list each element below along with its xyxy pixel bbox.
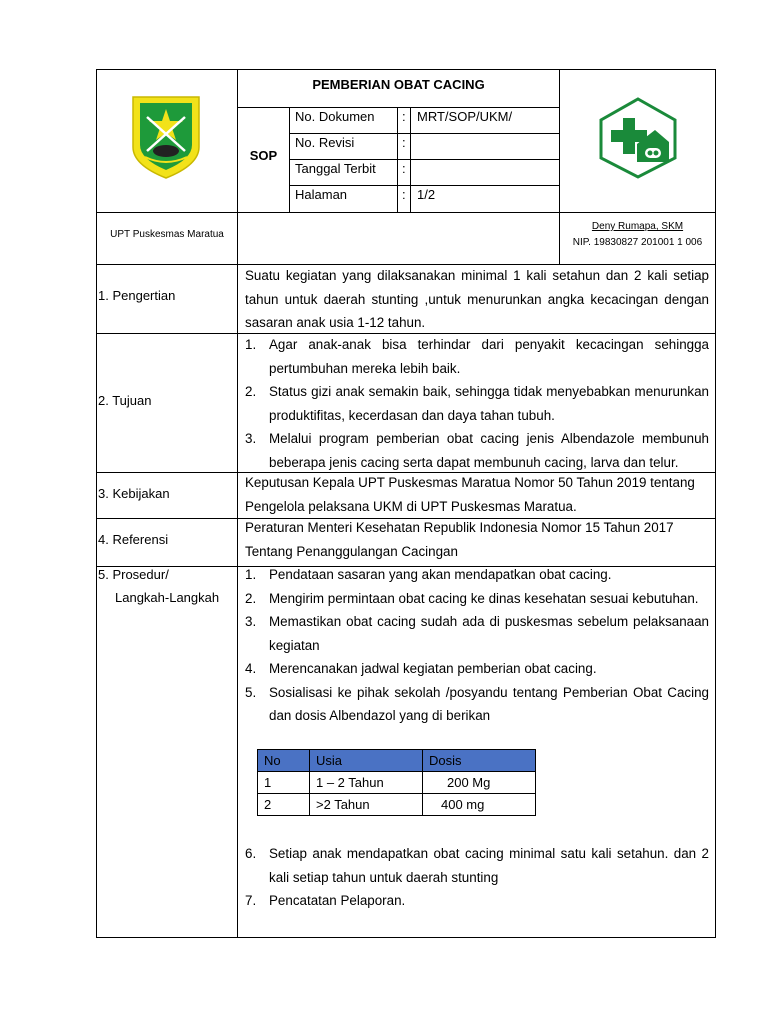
table-header-usia: Usia xyxy=(310,750,423,772)
list-item: 1. Agar anak-anak bisa terhindar dari penyakit kecacingan sehingga pertumbuhan mereka lebih baik. xyxy=(245,337,709,376)
prosedur-list-b xyxy=(245,842,709,913)
section-text-referensi: Peraturan Menteri Kesehatan Republik Indonesia Nomor 15 Tahun 2017 Tentang Penanggulangan Cacingan xyxy=(245,520,674,559)
table-row xyxy=(258,772,536,794)
field-sep: : xyxy=(402,187,406,202)
kabupaten-berau-emblem-icon xyxy=(131,95,201,180)
section-label-langkah: Langkah-Langkah xyxy=(115,590,220,605)
table-cell: 1 – 2 Tahun xyxy=(310,772,423,794)
section-text-kebijakan: Keputusan Kepala UPT Puskesmas Maratua Nomor 50 Tahun 2019 tentang Pengelola pelaksana UKM di UPT Puskesmas Maratua. xyxy=(245,475,695,514)
list-item: 7. Pencatatan Pelaporan. xyxy=(245,893,406,908)
puskesmas-logo-icon xyxy=(597,96,679,180)
section-label-prosedur: 5. Prosedur/ xyxy=(98,567,169,582)
list-item: 2. Status gizi anak semakin baik, sehingga tidak menyebabkan menurunkan produktifitas, kecerdasan dan daya tahan tubuh. xyxy=(245,384,709,423)
signer-nip: NIP. 19830827 201001 1 006 xyxy=(572,237,703,248)
tujuan-list xyxy=(245,333,709,474)
table-cell: 1 xyxy=(258,772,310,794)
signer-name: Deny Rumapa, SKM xyxy=(591,221,684,232)
document-title: PEMBERIAN OBAT CACING xyxy=(312,77,485,92)
table-cell: >2 Tahun xyxy=(310,794,423,816)
org-name: UPT Puskesmas Maratua xyxy=(110,229,224,240)
field-value-halaman: 1/2 xyxy=(417,187,436,202)
field-sep: : xyxy=(402,109,406,124)
section-text-pengertian: Suatu kegiatan yang dilaksanakan minimal 1 kali setahun dan 2 kali setiap tahun untuk daerah stunting ,untuk menurunkan angka kecacingan dengan sasaran anak usia 1-12 tahun. xyxy=(245,268,709,330)
list-item: 6. Setiap anak mendapatkan obat cacing minimal satu kali setahun. dan 2 kali setiap tahun untuk daerah stunting xyxy=(245,846,709,885)
table-header-row xyxy=(258,750,536,772)
sop-label: SOP xyxy=(249,148,278,163)
field-label-halaman: Halaman xyxy=(295,187,348,202)
field-label-tanggal-terbit: Tanggal Terbit xyxy=(295,161,376,176)
list-item: 5. Sosialisasi ke pihak sekolah /posyandu tentang Pemberian Obat Cacing dan dosis Albendazol yang di berikan xyxy=(245,684,709,723)
section-label-kebijakan: 3. Kebijakan xyxy=(98,486,170,501)
field-sep: : xyxy=(402,161,406,176)
section-label-pengertian: 1. Pengertian xyxy=(98,288,176,303)
table-cell: 400 mg xyxy=(423,794,536,816)
list-item: 3. Memastikan obat cacing sudah ada di puskesmas sebelum pelaksanaan kegiatan xyxy=(245,614,709,653)
list-item: 3. Melalui program pemberian obat cacing jenis Albendazole membunuh beberapa jenis cacing serta dapat membunuh cacing, larva dan telur. xyxy=(245,431,709,470)
field-label-no-revisi: No. Revisi xyxy=(295,135,355,150)
list-item: 2. Mengirim permintaan obat cacing ke dinas kesehatan sesuai kebutuhan. xyxy=(245,590,699,606)
section-label-referensi: 4. Referensi xyxy=(98,532,169,547)
list-item: 1. Pendataan sasaran yang akan mendapatkan obat cacing. xyxy=(245,567,612,582)
table-cell: 200 Mg xyxy=(423,772,536,794)
field-value-no-dokumen: MRT/SOP/UKM/ xyxy=(417,109,513,124)
list-item: 4. Merencanakan jadwal kegiatan pemberian obat cacing. xyxy=(245,661,597,676)
section-label-tujuan: 2. Tujuan xyxy=(98,393,152,408)
table-cell: 2 xyxy=(258,794,310,816)
prosedur-list-a xyxy=(245,563,709,728)
table-header-dosis: Dosis xyxy=(423,750,536,772)
table-row xyxy=(258,794,536,816)
dose-table xyxy=(257,749,536,816)
table-header-no: No xyxy=(258,750,310,772)
field-sep: : xyxy=(402,135,406,150)
field-label-no-dokumen: No. Dokumen xyxy=(295,109,375,124)
